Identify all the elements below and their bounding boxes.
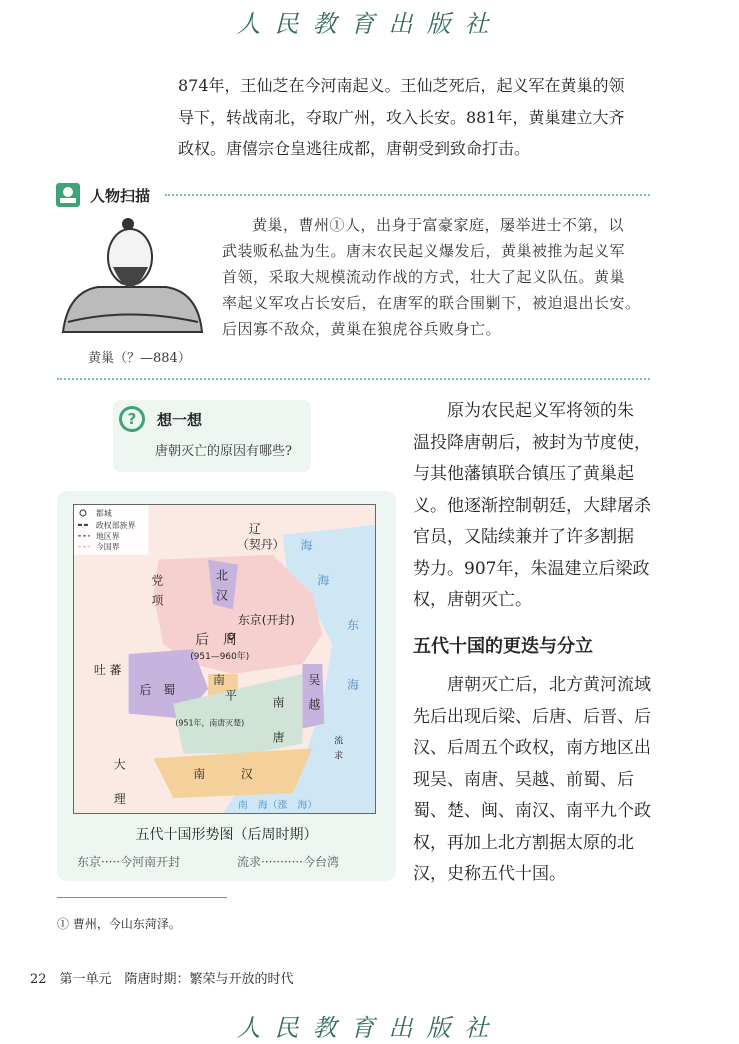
map-label: 求 [334,751,344,762]
legend-modern-border: 今国界 [95,542,120,552]
profile-text [222,212,652,342]
map-label: 党 [151,573,164,588]
map-label: 东京(开封) [237,613,295,628]
question-icon: ? [119,406,145,432]
legend-capital: 都城 [95,508,112,518]
profile-section-header [56,183,150,207]
map-label: 后 蜀 [139,682,176,697]
publisher-logo-bottom: 人民教育出版社 [236,1014,503,1042]
map-figure [57,491,396,881]
text-line: 原为农民起义军将领的朱 [447,401,634,421]
text-line: 蜀、楚、闽、南汉、南平九个政 [413,801,651,821]
publisher-logo: 人民教育出版社 [236,10,503,38]
text-line: 现吴、南唐、吴越、前蜀、后 [413,769,634,790]
map-label: 越 [308,697,321,712]
map-label: 海 [300,538,313,553]
section-label: 人物扫描 [90,186,151,205]
map-label: 辽 [248,521,261,536]
map-label: 平 [224,688,237,703]
map-label: 南 [272,695,285,710]
map-label: 南 [213,672,225,687]
section-paragraph [413,670,663,891]
right-paragraph [413,396,663,617]
text-line: 权，再加上北方割据太原的北 [413,832,634,853]
map-label: 吐 蕃 [93,662,122,677]
intro-paragraph [178,70,658,165]
divider [165,194,650,196]
text-line: 温投降唐朝后，被封为节度使， [413,432,651,453]
map-label: （契丹） [236,537,285,552]
map-label: 东 [347,618,360,633]
section-heading: 五代十国的更迭与分立 [413,636,593,657]
page-footer: 22 第一单元 隋唐时期：繁荣与开放的时代 [30,972,294,987]
five-dynasties-map [73,504,376,814]
text-line: 率起义军攻占长安后，在唐军的联合围剿下，被迫退出长安。 [222,294,641,312]
map-label: 北 [216,568,228,583]
think-question: 唐朝灭亡的原因有哪些? [155,444,292,459]
text-line: 势力。907年，朱温建立后梁政 [413,558,650,579]
map-label: 后 周 [195,632,237,649]
footnote: ① 曹州，今山东菏泽。 [57,917,181,931]
map-label: 吴 [308,672,321,687]
portrait-caption: 黄巢（？—884） [88,351,191,366]
map-label: 南 海（涨 海） [237,800,318,812]
map-label: 项 [151,593,164,608]
map-label: 海 [317,573,330,588]
text-line: 权，唐朝灭亡。 [413,590,532,610]
map-title: 五代十国形势图（后周时期） [135,827,318,843]
map-label: 海 [347,677,360,692]
map-label: 唐 [272,730,285,745]
legend-region-border: 地区界 [95,531,120,541]
text-line: 先后出现后梁、后唐、后晋、后 [413,706,651,727]
map-label: (951—960年) [190,652,250,662]
text-line: 黄巢，曹州①人，出身于富豪家庭，屡举进士不第，以 [252,216,625,234]
text-line: 政权。唐僖宗仓皇逃往成都，唐朝受到致命打击。 [178,139,531,158]
map-label: (951年，南唐灭楚) [175,718,245,728]
text-line: 874年，王仙芝在今河南起义。王仙芝死后，起义军在黄巢的领 [178,76,625,95]
think-title: 想一想 [157,411,203,429]
text-line: 唐朝灭亡后，北方黄河流域 [447,675,651,695]
map-label: 流 [334,736,344,747]
map-note: 流求···········今台湾 [237,855,339,869]
text-line: 汉，史称五代十国。 [413,864,566,884]
map-note: 东京·····今河南开封 [77,855,181,869]
map-label: 汉 [216,588,228,603]
text-line: 武装贩私盐为生。唐末农民起义爆发后，黄巢被推为起义军 [222,242,626,260]
footnote-divider [57,897,227,898]
text-line: 导下，转战南北，夺取广州，攻入长安。881年，黄巢建立大齐 [178,107,625,127]
text-line: 后因寡不敌众，黄巢在狼虎谷兵败身亡。 [222,320,502,338]
legend-regime-border: 政权部族界 [95,520,136,530]
text-line: 汉、后周五个政权，南方地区出 [413,738,651,758]
map-label: 理 [113,792,126,807]
person-icon [56,183,80,207]
map-label: 大 [113,757,126,772]
text-line: 与其他藩镇联合镇压了黄巢起 [413,464,634,484]
huang-chao-portrait [58,212,206,342]
text-line: 官员，又陆续兼并了许多割据 [413,527,634,547]
text-line: 首领，采取大规模流动作战的方式，壮大了起义队伍。黄巢 [222,268,626,286]
map-label: 南 汉 [193,767,253,782]
divider [57,378,650,380]
think-box [113,400,311,472]
text-line: 义。他逐渐控制朝廷，大肆屠杀 [413,495,651,516]
